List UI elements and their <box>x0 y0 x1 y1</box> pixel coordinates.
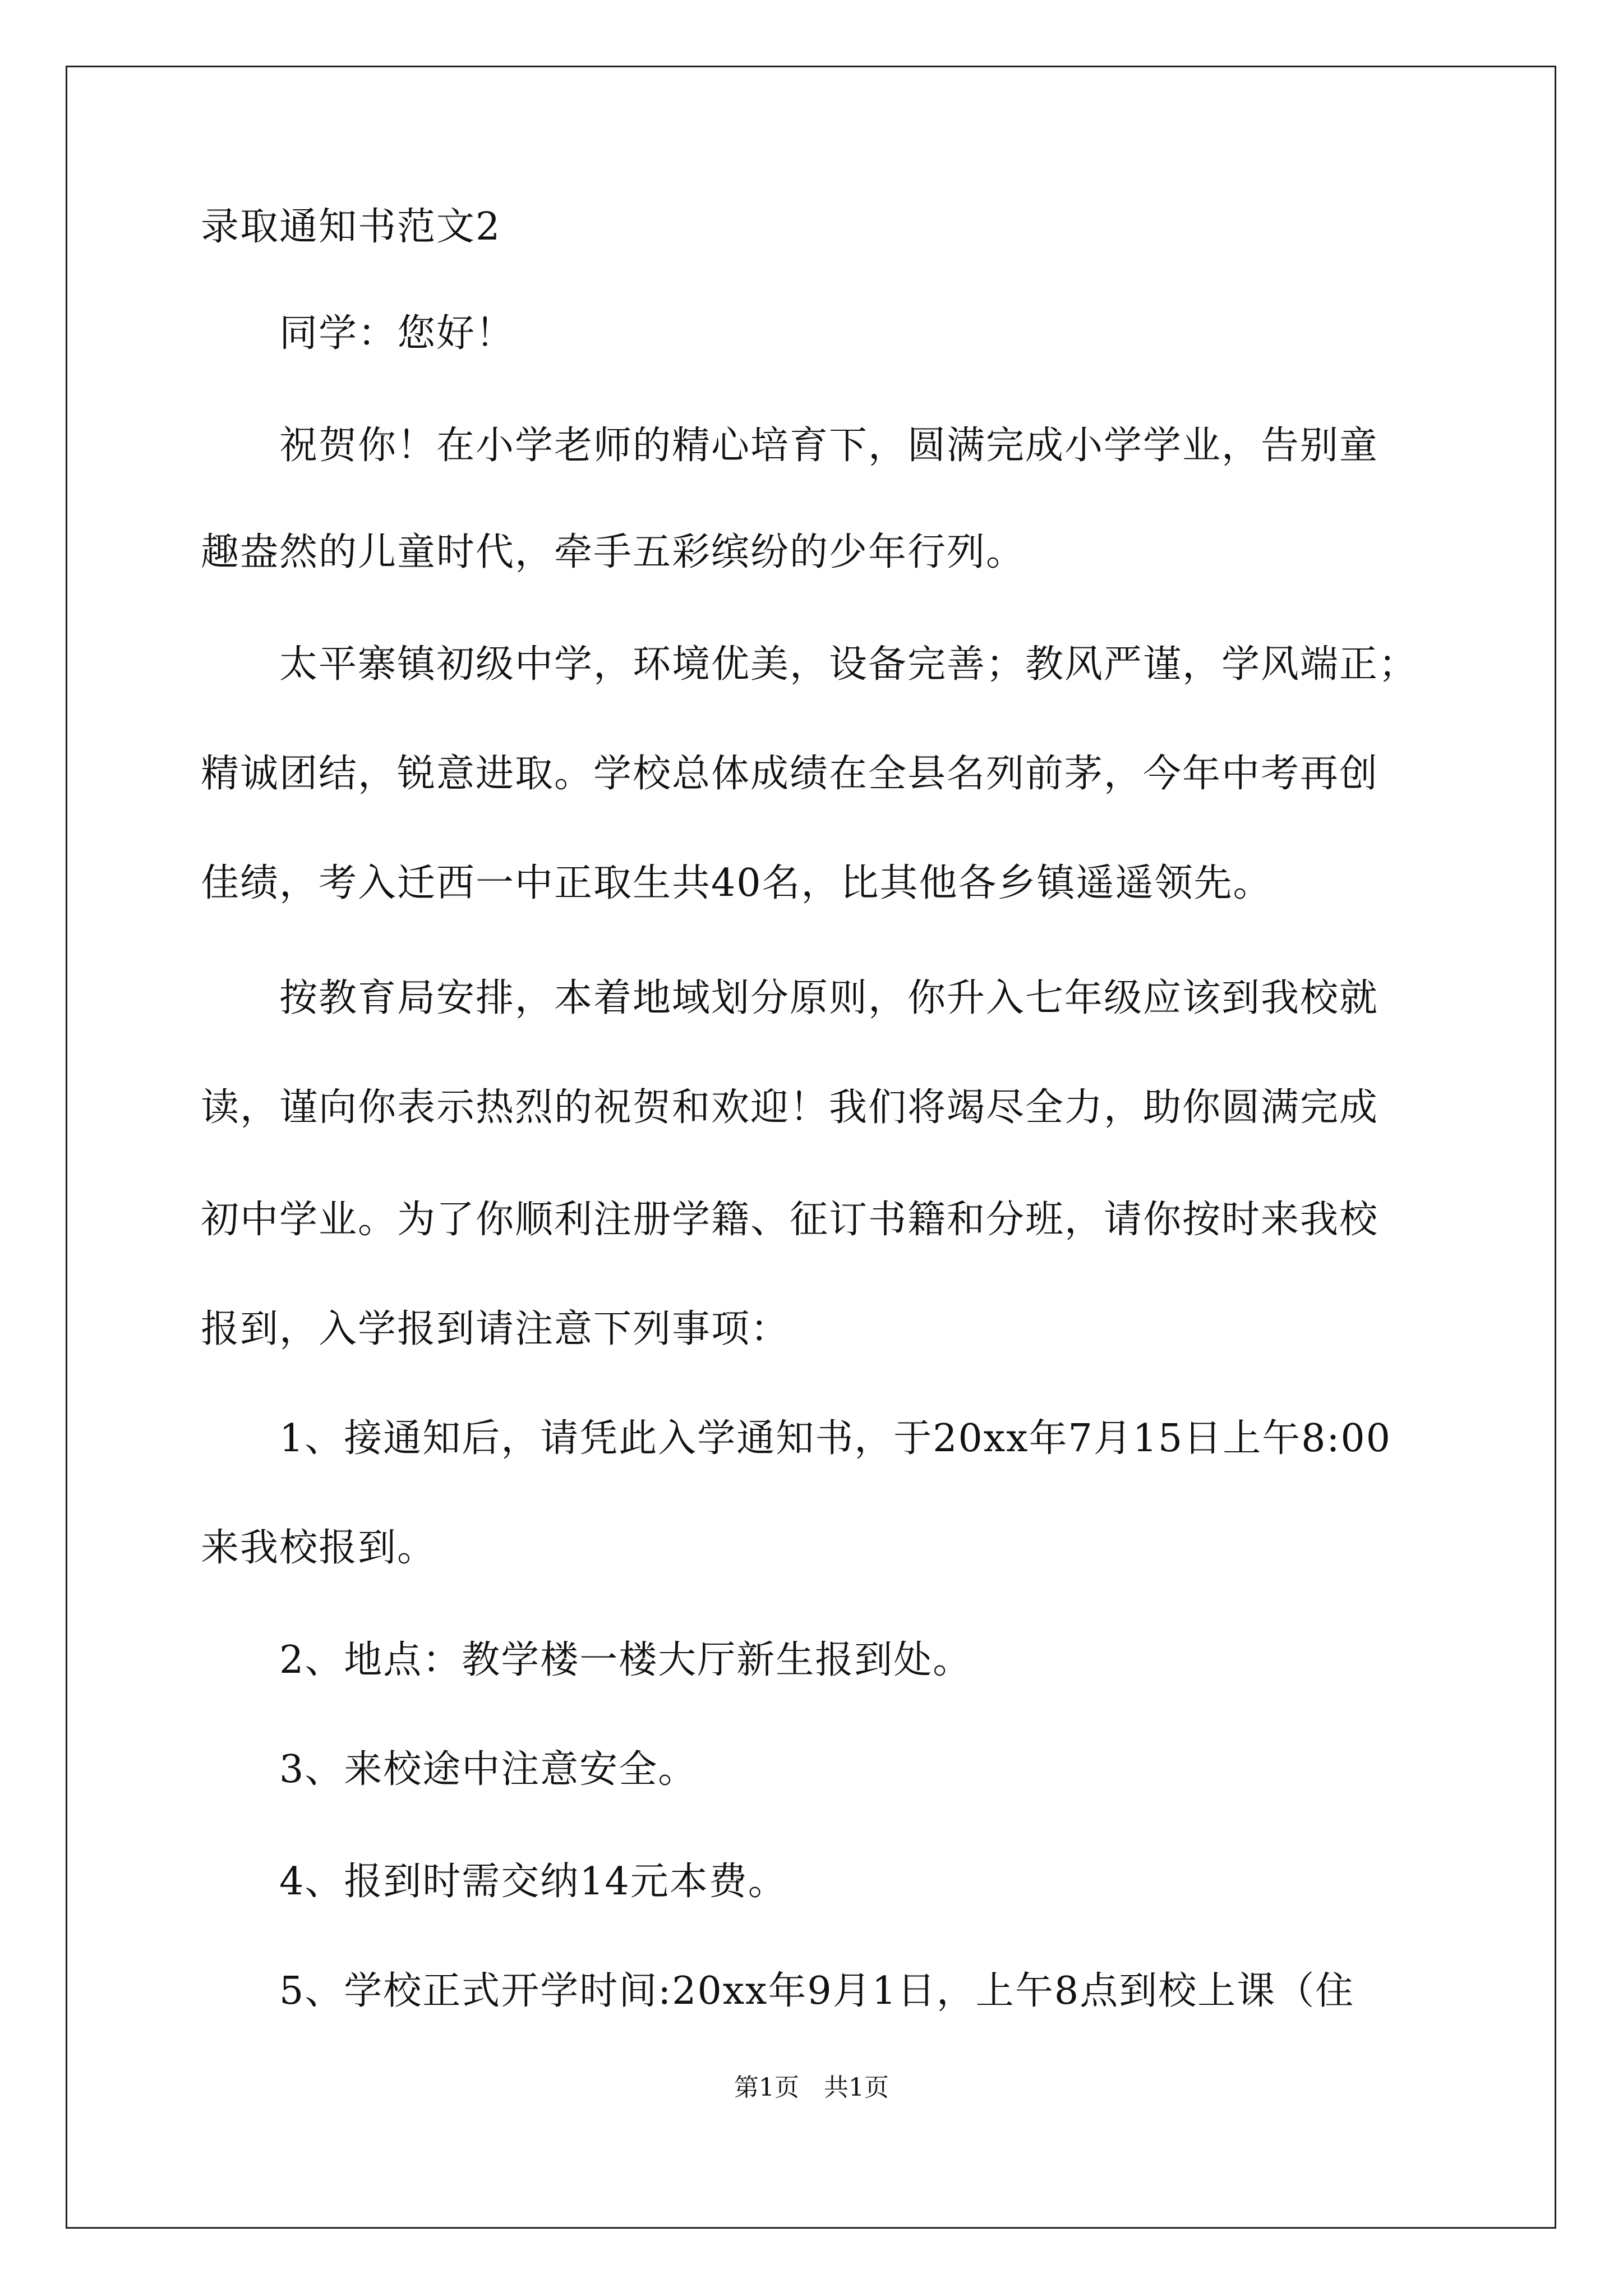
paragraph-line: 按教育局安排，本着地域划分原则，你升入七年级应该到我校就 <box>279 976 1379 1020</box>
list-item: 4、报到时需交纳14元本费。 <box>279 1860 787 1904</box>
list-item: 1、接通知后，请凭此入学通知书，于20xx年7月15日上午8:00 <box>279 1416 1391 1461</box>
page-number-footer: 第1页 共1页 <box>734 2073 889 2102</box>
paragraph-line: 佳绩，考入迁西一中正取生共40名，比其他各乡镇遥遥领先。 <box>201 861 1272 905</box>
paragraph-line: 读，谨向你表示热烈的祝贺和欢迎！我们将竭尽全力，助你圆满完成 <box>201 1085 1379 1130</box>
list-item: 2、地点：教学楼一楼大厅新生报到处。 <box>279 1638 972 1682</box>
paragraph-line: 精诚团结，锐意进取。学校总体成绩在全县名列前茅，今年中考再创 <box>201 752 1379 796</box>
paragraph-line: 报到，入学报到请注意下列事项： <box>201 1307 790 1351</box>
paragraph-line: 初中学业。为了你顺利注册学籍、征订书籍和分班，请你按时来我校 <box>201 1198 1379 1242</box>
list-item-continuation: 来我校报到。 <box>201 1526 437 1570</box>
document-title: 录取通知书范文2 <box>201 205 501 249</box>
salutation: 同学：您好！ <box>279 311 515 356</box>
list-item: 3、来校途中注意安全。 <box>279 1747 698 1792</box>
paragraph-line: 太平寨镇初级中学，环境优美，设备完善；教风严谨，学风端正； <box>279 642 1418 687</box>
paragraph-line: 祝贺你！在小学老师的精心培育下，圆满完成小学学业，告别童 <box>279 424 1379 468</box>
paragraph-line: 趣盎然的儿童时代，牵手五彩缤纷的少年行列。 <box>201 530 1026 574</box>
list-item: 5、学校正式开学时间:20xx年9月1日，上午8点到校上课（住 <box>279 1969 1355 2013</box>
